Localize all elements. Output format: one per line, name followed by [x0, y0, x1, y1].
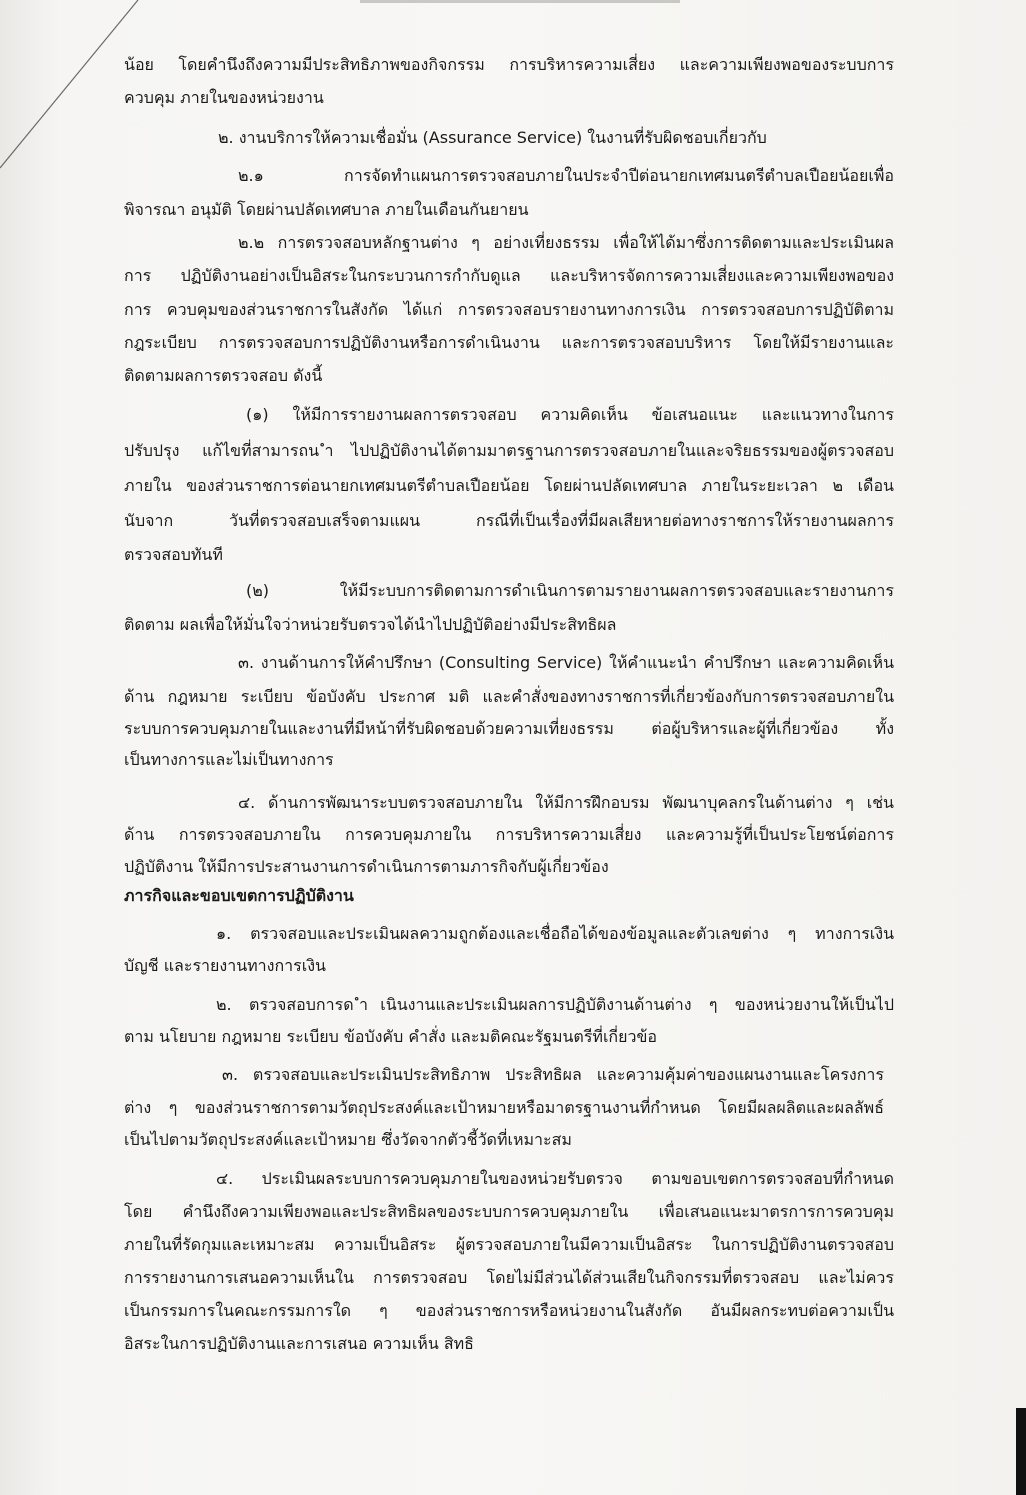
text-line: ต่าง ๆ ของส่วนราชการตามวัตถุประสงค์และเป้าหมายหรือมาตรฐานงานที่กำหนด โดยมีผลผลิตและผลลัพธ์: [124, 1098, 884, 1117]
text-line: นับจาก วันที่ตรวจสอบเสร็จตามแผน กรณีที่เป็นเรื่องที่มีผลเสียหายต่อทางราชการให้รายงานผลการ: [124, 511, 894, 530]
text-line: บัญชี และรายงานทางการเงิน: [124, 956, 326, 975]
section-heading: ๔. ด้านการพัฒนาระบบตรวจสอบภายใน ให้มีการฝึกอบรม พัฒนาบุคลกรในด้านต่าง ๆ เช่น: [238, 793, 894, 812]
text-line: ๒.๑ การจัดทำแผนการตรวจสอบภายในประจำปีต่อนายกเทศมนตรีตำบลเปือยน้อยเพื่อ: [238, 166, 894, 185]
text-line: ตาม นโยบาย กฎหมาย ระเบียบ ข้อบังคับ คำสั่ง และมติคณะรัฐมนตรีที่เกี่ยวข้อ: [124, 1027, 658, 1046]
text-line: ติดตามผลการตรวจสอบ ดังนี้: [124, 366, 323, 385]
text-line: การรายงานการเสนอความเห็นใน การตรวจสอบ โดยไม่มีส่วนได้ส่วนเสียในกิจกรรมที่ตรวจสอบ และไม่ควร: [124, 1268, 894, 1287]
text-line: ปฏิบัติงาน ให้มีการประสานงานการดำเนินการตามภารกิจกับผู้เกี่ยวข้อง: [124, 857, 609, 876]
section-heading: ๓. งานด้านการให้คำปรึกษา (Consulting Service) ให้คำแนะนำ คำปรึกษา และความคิดเห็น: [238, 653, 894, 672]
text-line: ระบบการควบคุมภายในและงานที่มีหน้าที่รับผิดชอบด้วยความเที่ยงธรรม ต่อผู้บริหารและผู้ที่เกี่ยวข้อง ทั้ง: [124, 719, 894, 738]
text-line: เป็นกรรมการในคณะกรรมการใด ๆ ของส่วนราชการหรือหน่วยงานในสังกัด อันมีผลกระทบต่อความเป็น: [124, 1301, 894, 1320]
section-heading: ๒. งานบริการให้ความเชื่อมั่น (Assurance Service) ในงานที่รับผิดชอบเกี่ยวกับ: [218, 128, 767, 147]
text-line: อิสระในการปฏิบัติงานและการเสนอ ความเห็น สิทธิ: [124, 1334, 474, 1353]
text-line: ภายในที่รัดกุมและเหมาะสม ความเป็นอิสระ ผู้ตรวจสอบภายในมีความเป็นอิสระ ในการปฏิบัติงานตรวจสอบ: [124, 1235, 894, 1254]
list-item: ๒. ตรวจสอบการด ำเนินงานและประเมินผลการปฏิบัติงานด้านต่าง ๆ ของหน่วยงานให้เป็นไป: [216, 995, 894, 1014]
text-line: ด้าน กฎหมาย ระเบียบ ข้อบังคับ ประกาศ มติ และคำสั่งของทางราชการที่เกี่ยวข้องกับการตรวจสอบภายใน: [124, 687, 894, 706]
text-line: โดย คำนึงถึงความเพียงพอและประสิทธิผลของระบบการควบคุมภายใน เพื่อเสนอแนะมาตรการการควบคุม: [124, 1202, 894, 1221]
text-line: ปรับปรุง แก้ไขที่สามารถน ำไปปฏิบัติงานได้ตามมาตรฐานการตรวจสอบภายในและจริยธรรมของผู้ตรวจสอบ: [124, 441, 894, 460]
text-line: เป็นทางการและไม่เป็นทางการ: [124, 750, 334, 769]
text-line: (๒) ให้มีระบบการติดตามการดำเนินการตามรายงานผลการตรวจสอบและรายงานการ: [246, 581, 894, 600]
text-line: เป็นไปตามวัตถุประสงค์และเป้าหมาย ซึ่งวัดจากตัวชี้วัดที่เหมาะสม: [124, 1130, 572, 1149]
list-item: ๔. ประเมินผลระบบการควบคุมภายในของหน่วยรับตรวจ ตามขอบเขตการตรวจสอบที่กำหนด: [216, 1169, 894, 1188]
text-line: (๑) ให้มีการรายงานผลการตรวจสอบ ความคิดเห็น ข้อเสนอแนะ และแนวทางในการ: [246, 405, 894, 424]
text-line: ตรวจสอบทันที: [124, 545, 223, 564]
text-line: ด้าน การตรวจสอบภายใน การควบคุมภายใน การบริหารความเสี่ยง และความรู้ที่เป็นประโยชน์ต่อการ: [124, 825, 894, 844]
text-line: การ ควบคุมของส่วนราชการในสังกัด ได้แก่ การตรวจสอบรายงานทางการเงิน การตรวจสอบการปฏิบัติตาม: [124, 300, 894, 319]
list-item: ๑. ตรวจสอบและประเมินผลความถูกต้องและเชื่อถือได้ของข้อมูลและตัวเลขต่าง ๆ ทางการเงิน: [216, 924, 894, 943]
text-line: การ ปฏิบัติงานอย่างเป็นอิสระในกระบวนการกำกับดูแล และบริหารจัดการความเสี่ยงและความเพียงพอของ: [124, 266, 894, 285]
text-line: ติดตาม ผลเพื่อให้มั่นใจว่าหน่วยรับตรวจได้นำไปปฏิบัติอย่างมีประสิทธิผล: [124, 615, 617, 634]
text-line: กฎระเบียบ การตรวจสอบการปฏิบัติงานหรือการดำเนินงาน และการตรวจสอบบริหาร โดยให้มีรายงานและ: [124, 333, 894, 352]
text-line: ภายใน ของส่วนราชการต่อนายกเทศมนตรีตำบลเปือยน้อย โดยผ่านปลัดเทศบาล ภายในระยะเวลา ๒ เดือน: [124, 476, 894, 495]
text-line: น้อย โดยคำนึงถึงความมีประสิทธิภาพของกิจกรรม การบริหารความเสี่ยง และความเพียงพอของระบบการ: [124, 55, 894, 74]
text-line: ควบคุม ภายในของหน่วยงาน: [124, 88, 324, 107]
mission-heading: ภารกิจและขอบเขตการปฏิบัติงาน: [124, 886, 354, 905]
text-line: พิจารณา อนุมัติ โดยผ่านปลัดเทศบาล ภายในเดือนกันยายน: [124, 200, 529, 219]
text-line: ๒.๒ การตรวจสอบหลักฐานต่าง ๆ อย่างเที่ยงธรรม เพื่อให้ได้มาซึ่งการติดตามและประเมินผล: [238, 233, 894, 252]
list-item: ๓. ตรวจสอบและประเมินประสิทธิภาพ ประสิทธิผล และความคุ้มค่าของแผนงานและโครงการ: [222, 1065, 884, 1084]
